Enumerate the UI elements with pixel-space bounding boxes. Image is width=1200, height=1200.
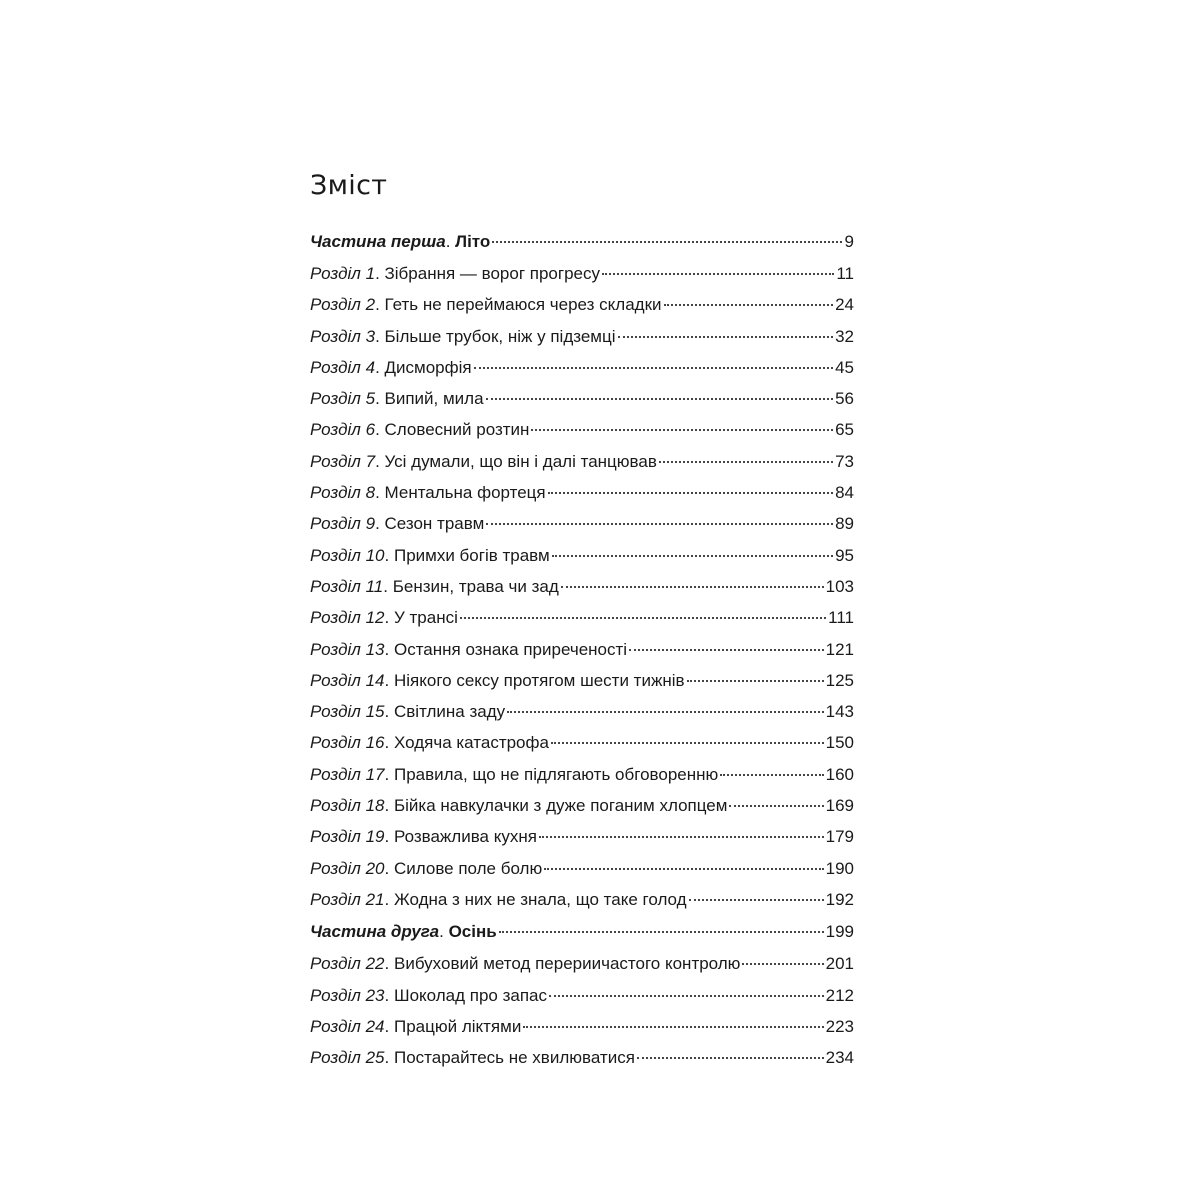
toc-entry-separator: . [384, 764, 394, 784]
toc-entry-page-number: 95 [835, 545, 854, 565]
toc-entry-page-number: 65 [835, 420, 854, 440]
toc-entry-separator: . [445, 232, 456, 251]
toc-entry-page-number: 111 [828, 608, 854, 628]
toc-chapter-entry [310, 884, 854, 915]
toc-entry-separator: . [384, 702, 394, 722]
toc-entry-separator: . [384, 858, 394, 878]
toc-entry-separator: . [384, 1016, 394, 1036]
toc-chapter-entry [310, 540, 854, 571]
toc-entry-label: Розділ 5 [310, 389, 376, 409]
toc-entry-separator: . [375, 389, 385, 409]
toc-chapter-entry [310, 258, 854, 289]
toc-entry-separator: . [375, 326, 385, 346]
toc-entry-label: Частина друга [310, 922, 440, 942]
toc-chapter-entry [310, 727, 854, 758]
dot-leader [618, 319, 834, 338]
toc-entry-page-number: 125 [825, 670, 854, 690]
toc-entry-label: Розділ 11 [310, 576, 384, 596]
dot-leader [629, 632, 824, 651]
toc-entry-label: Розділ 24 [310, 1016, 385, 1036]
toc-entry-page-number: 169 [825, 796, 854, 816]
toc-entry-separator: . [384, 608, 394, 628]
toc-entry-label: Розділ 15 [310, 702, 385, 722]
dot-leader [729, 788, 823, 807]
toc-entry-page-number: 160 [825, 764, 854, 784]
dot-leader [507, 694, 823, 713]
toc-entry-label: Розділ 2 [310, 295, 376, 315]
toc-entry-page-number: 45 [835, 357, 854, 377]
toc-chapter-entry [310, 602, 854, 633]
toc-chapter-entry [310, 1011, 854, 1042]
toc-entry-label: Розділ 23 [310, 985, 385, 1005]
toc-entry-title: Ментальна фортеця [384, 483, 546, 503]
toc-entry-page-number: 32 [835, 326, 854, 346]
toc-entry-separator: . [375, 483, 385, 503]
toc-entry-label: Розділ 8 [310, 483, 376, 503]
toc-entry-title: Жодна з них не знала, що таке голод [393, 889, 687, 909]
toc-entry-title: Зібрання — ворог прогресу [384, 264, 600, 283]
toc-entry-label: Розділ 3 [310, 326, 376, 346]
dot-leader [720, 757, 823, 776]
toc-entry-label: Розділ 18 [310, 796, 385, 816]
toc-entry-page-number: 234 [825, 1048, 854, 1068]
toc-entry-title: Силове поле болю [393, 858, 543, 878]
toc-entry-page-number: 11 [836, 264, 854, 283]
dot-leader [486, 506, 833, 525]
toc-entry-page-number: 103 [825, 576, 854, 596]
dot-leader [602, 256, 834, 275]
toc-chapter-entry [310, 414, 854, 445]
toc-entry-label: Розділ 16 [310, 733, 385, 753]
toc-entry-separator: . [375, 514, 385, 534]
toc-chapter-entry [310, 665, 854, 696]
toc-entry-title: Випий, мила [384, 389, 484, 409]
toc-entry-separator: . [384, 639, 394, 659]
page-title: Зміст [310, 170, 388, 202]
toc-entry-title: Більше трубок, ніж у підземці [384, 326, 616, 346]
toc-chapter-entry [310, 571, 854, 602]
toc-entry-label: Розділ 10 [310, 545, 385, 565]
toc-entry-separator: . [375, 264, 385, 283]
toc-entry-label: Розділ 19 [310, 827, 385, 847]
toc-entry-label: Розділ 14 [310, 670, 385, 690]
toc-chapter-entry [310, 383, 854, 414]
toc-entry-separator: . [383, 576, 393, 596]
dot-leader [687, 663, 824, 682]
dot-leader [539, 819, 824, 838]
toc-entry-label: Розділ 12 [310, 608, 385, 628]
toc-chapter-entry [310, 321, 854, 352]
toc-chapter-entry [310, 508, 854, 539]
toc-entry-page-number: 212 [825, 985, 854, 1005]
dot-leader [637, 1040, 824, 1059]
toc-entry-separator: . [439, 922, 449, 942]
toc-entry-title: Усі думали, що він і далі танцював [384, 451, 657, 471]
toc-chapter-entry [310, 948, 854, 979]
toc-chapter-entry [310, 477, 854, 508]
toc-entry-title: Постарайтесь не хвилюватися [393, 1048, 635, 1068]
toc-entry-label: Розділ 25 [310, 1048, 385, 1068]
toc-entry-title: Шоколад про запас [393, 985, 547, 1005]
dot-leader [492, 224, 842, 243]
toc-entry-separator: . [375, 357, 385, 377]
dot-leader [523, 1009, 823, 1028]
toc-chapter-entry [310, 790, 854, 821]
toc-entry-title: Правила, що не підлягають обговоренню [393, 764, 719, 784]
toc-chapter-entry [310, 980, 854, 1011]
toc-entry-separator: . [375, 420, 385, 440]
toc-entry-title: Сезон травм [384, 514, 485, 534]
dot-leader [474, 350, 833, 369]
dot-leader [460, 600, 826, 619]
toc-entry-page-number: 24 [835, 295, 854, 315]
toc-entry-label: Розділ 17 [310, 764, 385, 784]
toc-entry-page-number: 192 [825, 889, 854, 909]
toc-entry-label: Розділ 13 [310, 639, 385, 659]
toc-entry-separator: . [384, 985, 394, 1005]
toc-chapter-entry [310, 696, 854, 727]
toc-entry-title: Працюй ліктями [393, 1016, 522, 1036]
toc-chapter-entry [310, 352, 854, 383]
toc-entry-page-number: 84 [835, 483, 854, 503]
toc-entry-title: Дисморфія [384, 357, 472, 377]
toc-entry-title: Осінь [448, 922, 497, 942]
toc-entry-title: Бійка навкулачки з дуже поганим хлопцем [393, 796, 728, 816]
toc-entry-title: Літо [455, 232, 491, 251]
toc-entry-page-number: 190 [825, 858, 854, 878]
toc-entry-separator: . [384, 796, 394, 816]
toc-entry-title: Вибуховий метод перериичастого контролю [393, 954, 741, 974]
toc-part-entry [310, 915, 854, 948]
toc-entry-title: Бензин, трава чи зад [392, 576, 559, 596]
toc-chapter-entry [310, 1042, 854, 1073]
dot-leader [551, 725, 824, 744]
toc-entry-separator: . [384, 670, 394, 690]
toc-entry-title: Остання ознака приреченості [393, 639, 628, 659]
toc-entry-page-number: 121 [825, 639, 854, 659]
toc-entry-page-number: 199 [825, 922, 854, 942]
dot-leader [552, 538, 833, 557]
toc-entry-page-number: 89 [835, 514, 854, 534]
toc-entry-separator: . [384, 545, 394, 565]
toc-chapter-entry [310, 821, 854, 852]
toc-entry-label: Розділ 9 [310, 514, 376, 534]
dot-leader [544, 851, 823, 870]
toc-entry-label: Частина перша [310, 232, 446, 251]
toc-entry-title: Словесний розтин [384, 420, 530, 440]
dot-leader [548, 475, 833, 494]
toc-entry-label: Розділ 4 [310, 357, 376, 377]
toc-entry-page-number: 56 [835, 389, 854, 409]
toc-entry-page-number: 223 [825, 1016, 854, 1036]
dot-leader [499, 914, 824, 933]
toc-chapter-entry [310, 759, 854, 790]
toc-chapter-entry [310, 446, 854, 477]
dot-leader [742, 946, 823, 965]
toc-part-entry [310, 225, 854, 258]
toc-entry-separator: . [384, 1048, 394, 1068]
toc-entry-title: Світлина заду [393, 702, 506, 722]
toc-entry-title: Ходяча катастрофа [393, 733, 549, 753]
toc-entry-label: Розділ 6 [310, 420, 376, 440]
dot-leader [486, 381, 834, 400]
dot-leader [531, 412, 833, 431]
toc-entry-label: Розділ 22 [310, 954, 385, 974]
toc-entry-separator: . [375, 451, 385, 471]
toc-entry-label: Розділ 20 [310, 858, 385, 878]
toc-entry-separator: . [375, 295, 385, 315]
toc-entry-page-number: 201 [825, 954, 854, 974]
dot-leader [659, 444, 833, 463]
toc-entry-page-number: 143 [825, 702, 854, 722]
toc-entry-page-number: 179 [825, 827, 854, 847]
toc-chapter-entry [310, 853, 854, 884]
toc-entry-title: У трансі [393, 608, 458, 628]
toc-entry-title: Розважлива кухня [393, 827, 537, 847]
toc-entry-label: Розділ 1 [310, 264, 376, 283]
toc-entry-page-number: 150 [825, 733, 854, 753]
toc-entry-label: Розділ 7 [310, 451, 376, 471]
dot-leader [561, 569, 824, 588]
toc-chapter-entry [310, 289, 854, 320]
toc-entry-separator: . [384, 889, 394, 909]
dot-leader [664, 287, 834, 306]
toc-entry-separator: . [384, 827, 394, 847]
toc-entry-label: Розділ 21 [310, 889, 385, 909]
toc-entry-title: Ніякого сексу протягом шести тижнів [393, 670, 685, 690]
dot-leader [549, 978, 824, 997]
dot-leader [689, 882, 824, 901]
toc-entry-page-number: 9 [844, 232, 854, 251]
toc-chapter-entry [310, 634, 854, 665]
toc-entry-title: Геть не переймаюся через складки [384, 295, 662, 315]
toc-entry-separator: . [384, 733, 394, 753]
toc-entry-title: Примхи богів травм [393, 545, 550, 565]
table-of-contents [310, 225, 854, 1073]
toc-entry-page-number: 73 [835, 451, 854, 471]
toc-entry-separator: . [384, 954, 394, 974]
